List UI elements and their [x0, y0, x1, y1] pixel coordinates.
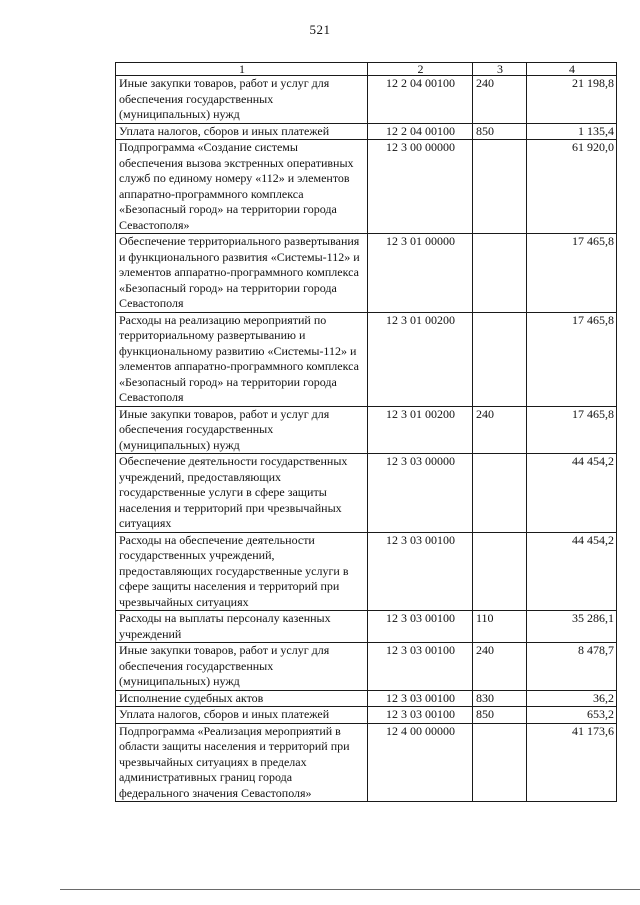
table-row [116, 723, 617, 802]
table-row [116, 312, 617, 406]
row-type [473, 532, 527, 611]
row-code: 12 3 03 00100 [368, 690, 473, 707]
row-name: Подпрограмма «Реализация мероприятий в области защиты населения и территорий при чрезвычайных ситуациях в пределах административных границ города федерального значения Севастополя» [116, 723, 368, 802]
header-col-3: 3 [473, 63, 527, 76]
header-col-4: 4 [527, 63, 617, 76]
page-number: 521 [309, 22, 331, 37]
row-type [473, 234, 527, 313]
table-body [116, 76, 617, 802]
row-amount: 653,2 [527, 707, 617, 724]
header-row [116, 63, 617, 76]
row-name: Иные закупки товаров, работ и услуг для обеспечения государственных (муниципальных) нужд [116, 406, 368, 454]
table-row [116, 76, 617, 124]
row-name: Иные закупки товаров, работ и услуг для обеспечения государственных (муниципальных) нужд [116, 643, 368, 691]
row-name: Иные закупки товаров, работ и услуг для обеспечения государственных (муниципальных) нужд [116, 76, 368, 124]
row-amount: 44 454,2 [527, 454, 617, 533]
table-row [116, 611, 617, 643]
table-header [116, 63, 617, 76]
header-col-1: 1 [116, 63, 368, 76]
row-amount: 17 465,8 [527, 312, 617, 406]
table-row [116, 454, 617, 533]
row-name: Подпрограмма «Создание системы обеспечения вызова экстренных оперативных служб по единому номеру «112» и элементов аппаратно-программного комплекса «Безопасный город» на территории города Севастополя» [116, 140, 368, 234]
row-amount: 17 465,8 [527, 406, 617, 454]
table-row [116, 406, 617, 454]
header-col-2: 2 [368, 63, 473, 76]
row-name: Расходы на выплаты персоналу казенных учреждений [116, 611, 368, 643]
row-amount: 35 286,1 [527, 611, 617, 643]
row-code: 12 3 03 00100 [368, 532, 473, 611]
row-code: 12 3 03 00000 [368, 454, 473, 533]
row-type [473, 454, 527, 533]
row-code: 12 3 03 00100 [368, 643, 473, 691]
table-row [116, 123, 617, 140]
row-name: Обеспечение территориального развертывания и функционального развития «Системы-112» и элементов аппаратно-программного комплекса «Безопасный город» на территории города Севастополя [116, 234, 368, 313]
row-code: 12 3 00 00000 [368, 140, 473, 234]
table-row [116, 690, 617, 707]
row-code: 12 3 03 00100 [368, 611, 473, 643]
row-type: 850 [473, 123, 527, 140]
row-type: 240 [473, 76, 527, 124]
table-row [116, 707, 617, 724]
table-row [116, 234, 617, 313]
row-code: 12 2 04 00100 [368, 123, 473, 140]
row-name: Уплата налогов, сборов и иных платежей [116, 123, 368, 140]
row-code: 12 3 01 00000 [368, 234, 473, 313]
row-amount: 36,2 [527, 690, 617, 707]
row-type: 110 [473, 611, 527, 643]
row-amount: 61 920,0 [527, 140, 617, 234]
row-amount: 8 478,7 [527, 643, 617, 691]
row-name: Расходы на обеспечение деятельности государственных учреждений, предоставляющих государственные услуги в сфере защиты населения и территорий при чрезвычайных ситуациях [116, 532, 368, 611]
row-code: 12 3 03 00100 [368, 707, 473, 724]
row-name: Расходы на реализацию мероприятий по территориальному развертыванию и функциональному развитию «Системы-112» и элементов аппаратно-программного комплекса «Безопасный город» на территории города Севастополя [116, 312, 368, 406]
table-row [116, 532, 617, 611]
budget-table [115, 62, 617, 802]
row-name: Исполнение судебных актов [116, 690, 368, 707]
row-amount: 1 135,4 [527, 123, 617, 140]
row-amount: 41 173,6 [527, 723, 617, 802]
table-row [116, 643, 617, 691]
row-amount: 44 454,2 [527, 532, 617, 611]
row-type [473, 723, 527, 802]
row-amount: 17 465,8 [527, 234, 617, 313]
row-name: Уплата налогов, сборов и иных платежей [116, 707, 368, 724]
row-amount: 21 198,8 [527, 76, 617, 124]
row-code: 12 4 00 00000 [368, 723, 473, 802]
row-type: 850 [473, 707, 527, 724]
row-type: 240 [473, 406, 527, 454]
row-type: 830 [473, 690, 527, 707]
row-type [473, 312, 527, 406]
row-code: 12 2 04 00100 [368, 76, 473, 124]
page-bottom-edge-line [60, 889, 640, 890]
table-row [116, 140, 617, 234]
row-code: 12 3 01 00200 [368, 406, 473, 454]
row-type [473, 140, 527, 234]
row-type: 240 [473, 643, 527, 691]
row-code: 12 3 01 00200 [368, 312, 473, 406]
row-name: Обеспечение деятельности государственных учреждений, предоставляющих государственные услуги в сфере защиты населения и территорий при чрезвычайных ситуациях [116, 454, 368, 533]
